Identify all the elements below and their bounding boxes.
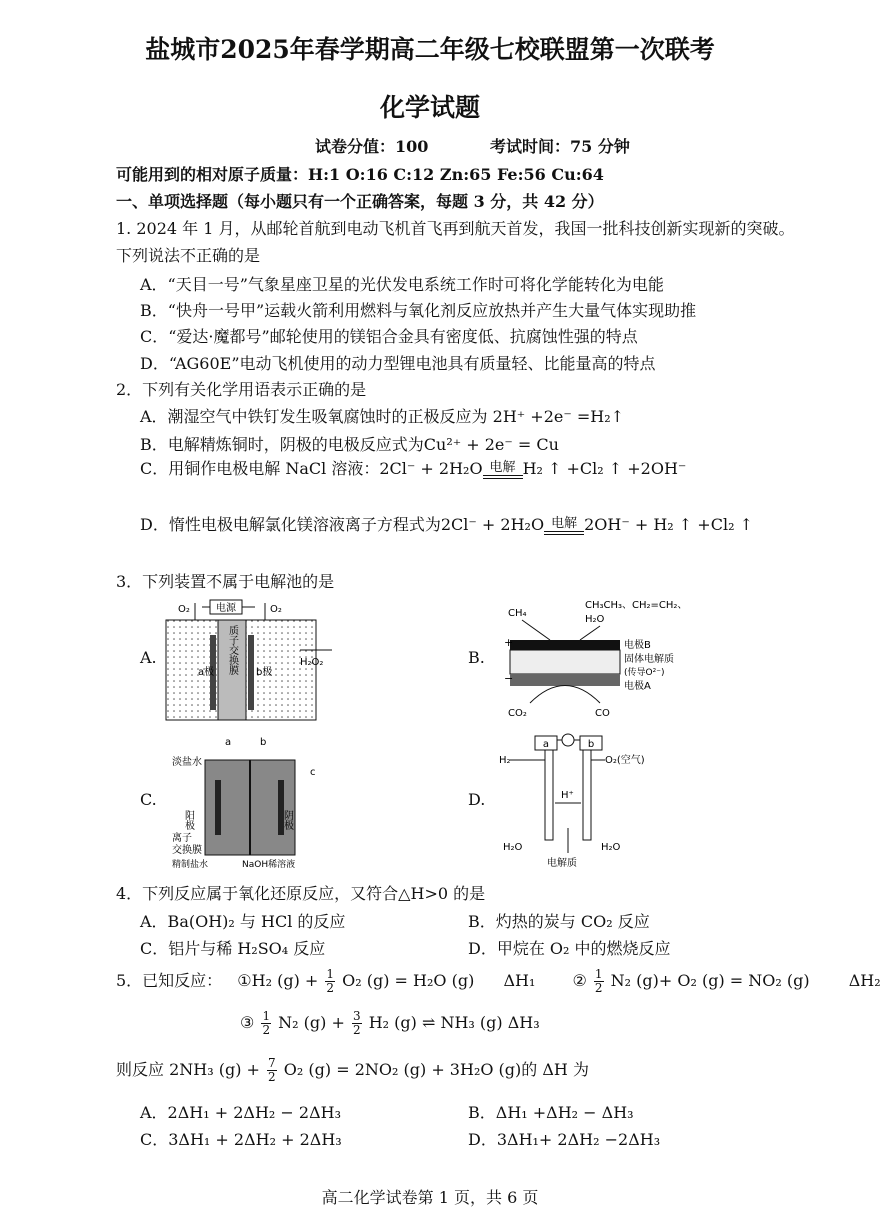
exam-subtitle: 化学试题 [379, 93, 480, 122]
q1-option-c: C．“爱达·魔都号”邮轮使用的镁铝合金具有密度低、抗腐蚀性强的特点 [140, 327, 638, 346]
q3-label-d: D. [468, 790, 486, 809]
svg-text:c: c [310, 767, 316, 778]
svg-text:电极B: 电极B [624, 640, 651, 651]
exam-title: 盐城市2025年春学期高二年级七校联盟第一次联考 [145, 35, 715, 64]
q5-r2-dh: ΔH₂ [848, 971, 881, 990]
q3-label-b: B. [468, 648, 485, 667]
q5-r2-b: N₂ (g)+ O₂ (g) = NO₂ (g) [610, 971, 810, 990]
electrolysis-arrow: 电解 [483, 461, 523, 479]
q2-option-d-right: 2OH⁻ + H₂ ↑ +Cl₂ ↑ [584, 515, 753, 534]
svg-text:离子: 离子 [172, 833, 192, 844]
q4-option-a: A．Ba(OH)₂ 与 HCl 的反应 [140, 912, 346, 931]
q5-r3-b: N₂ (g) + [278, 1013, 345, 1032]
q4-option-b: B．灼热的炭与 CO₂ 反应 [468, 912, 650, 931]
page-footer: 高二化学试卷第 1 页，共 6 页 [321, 1188, 539, 1207]
svg-text:H₂: H₂ [499, 755, 511, 766]
q2-option-d [140, 512, 753, 535]
q5-ask-b: O₂ (g) = 2NO₂ (g) + 3H₂O (g)的 ΔH 为 [283, 1060, 589, 1079]
fraction: $\frac{1}{2}$ [594, 967, 603, 995]
q5-r3-c: H₂ (g) ⇌ NH₃ (g) ΔH₃ [368, 1013, 540, 1032]
q5-r2-a: ② [572, 971, 587, 990]
q1-option-a: A．“天目一号”气象星座卫星的光伏发电系统工作时可将化学能转化为电能 [140, 275, 664, 294]
electrolysis-arrow: 电解 [544, 517, 584, 535]
q2-option-b [140, 432, 559, 455]
svg-text:H₂O: H₂O [585, 614, 605, 625]
svg-text:固体电解质: 固体电解质 [624, 654, 674, 665]
svg-text:H₂O: H₂O [503, 842, 523, 853]
svg-text:H₂O: H₂O [601, 842, 621, 853]
svg-text:电极A: 电极A [624, 681, 651, 692]
q5-r1-b: O₂ (g) = H₂O (g) [342, 971, 475, 990]
svg-text:O₂: O₂ [270, 604, 282, 615]
q5-ask-a: 则反应 2NH₃ (g) + [116, 1060, 260, 1079]
q2-option-c [140, 456, 686, 479]
svg-text:电解质: 电解质 [547, 858, 577, 869]
svg-text:质子交换膜: 质子交换膜 [226, 625, 238, 675]
fraction: $\frac{7}{2}$ [268, 1056, 276, 1084]
svg-text:a极: a极 [198, 667, 215, 678]
q5-option-b: B．ΔH₁ +ΔH₂ − ΔH₃ [468, 1103, 634, 1122]
q2-option-d-left: 2Cl⁻ + 2H₂O [440, 515, 545, 534]
svg-text:(传导O²⁻): (传导O²⁻) [624, 668, 665, 678]
svg-text:CO: CO [595, 708, 610, 719]
q5-r1-a: ①H₂ (g) + [237, 971, 319, 990]
q3-label-c: C. [140, 790, 157, 809]
svg-text:−: − [504, 672, 514, 685]
section-heading: 一、单项选择题（每小题只有一个正确答案，每题 3 分，共 42 分） [116, 192, 604, 211]
svg-text:CH₃CH₃、CH₂=CH₂、: CH₃CH₃、CH₂=CH₂、 [585, 600, 688, 611]
svg-text:H⁺: H⁺ [561, 790, 574, 801]
q1-option-d: D．“AG60E”电动飞机使用的动力型锂电池具有质量轻、比能量高的特点 [140, 354, 656, 373]
svg-text:淡盐水: 淡盐水 [172, 757, 202, 768]
q5-target-reaction [116, 1057, 589, 1084]
svg-text:阳极: 阳极 [182, 810, 194, 830]
svg-text:O₂(空气): O₂(空气) [605, 755, 645, 766]
figure-a-electrolysis-cell [160, 595, 340, 725]
q4-stem: 4．下列反应属于氧化还原反应，又符合△H>0 的是 [116, 884, 486, 903]
q2-option-d-text: D．惰性电极电解氯化镁溶液离子方程式为 [140, 515, 441, 534]
atomic-masses: 可能用到的相对原子质量：H:1 O:16 C:12 Zn:65 Fe:56 Cu:64 [116, 165, 604, 184]
svg-text:+: + [504, 636, 514, 649]
svg-text:b: b [260, 737, 267, 748]
score-info: 试卷分值：100 [315, 137, 429, 156]
q5-r1-dh: ΔH₁ [503, 971, 536, 990]
svg-text:电源: 电源 [216, 603, 236, 614]
q2-option-b-equation: Cu²⁺ + 2e⁻ = Cu [423, 435, 559, 454]
figure-c-chloralkali-cell [170, 735, 320, 870]
svg-text:b极: b极 [256, 667, 273, 678]
q5-option-a: A．2ΔH₁ + 2ΔH₂ − 2ΔH₃ [140, 1103, 342, 1122]
svg-text:CH₄: CH₄ [508, 608, 527, 619]
q2-stem: 2．下列有关化学用语表示正确的是 [116, 380, 367, 399]
q2-option-a: A．潮湿空气中铁钉发生吸氧腐蚀时的正极反应为 2H⁺ +2e⁻ =H₂↑ [140, 407, 625, 426]
q5-reaction-1-2 [116, 968, 881, 995]
q1-stem-line1: 1. 2024 年 1 月，从邮轮首航到电动飞机首飞再到航天首发，我国一批科技创新实现新的突破。 [116, 219, 795, 238]
svg-text:b: b [587, 739, 595, 750]
q5-option-c: C．3ΔH₁ + 2ΔH₂ + 2ΔH₃ [140, 1130, 342, 1149]
fraction: $\frac{1}{2}$ [262, 1009, 271, 1037]
time-info: 考试时间：75 分钟 [490, 137, 630, 156]
figure-d-fuel-cell [495, 728, 695, 868]
q4-option-d: D．甲烷在 O₂ 中的燃烧反应 [468, 939, 671, 958]
q3-stem: 3．下列装置不属于电解池的是 [116, 572, 335, 591]
q5-r3-a: ③ [240, 1013, 255, 1032]
q5-stem: 5．已知反应： [116, 971, 223, 990]
q3-label-a: A. [140, 648, 157, 667]
q1-option-b: B．“快舟一号甲”运载火箭利用燃料与氧化剂反应放热并产生大量气体实现助推 [140, 301, 697, 320]
svg-text:CO₂: CO₂ [508, 708, 527, 719]
svg-text:H₂O₂: H₂O₂ [300, 657, 324, 668]
svg-text:精制盐水: 精制盐水 [172, 860, 209, 870]
figure-b-solid-electrolyte-cell [500, 598, 700, 723]
q2-option-c-left: 2Cl⁻ + 2H₂O [379, 459, 483, 478]
fraction: $\frac{3}{2}$ [352, 1009, 361, 1037]
q1-stem-line2: 下列说法不正确的是 [116, 246, 261, 265]
q5-reaction-3 [240, 1010, 540, 1037]
fraction: $\frac{1}{2}$ [326, 967, 335, 995]
svg-text:O₂: O₂ [178, 604, 190, 615]
svg-text:a: a [225, 737, 232, 748]
q4-option-c: C．铝片与稀 H₂SO₄ 反应 [140, 939, 326, 958]
q5-option-d: D．3ΔH₁+ 2ΔH₂ −2ΔH₃ [468, 1130, 661, 1149]
svg-text:NaOH稀溶液: NaOH稀溶液 [242, 860, 296, 870]
svg-text:阴极: 阴极 [281, 810, 293, 830]
q2-option-c-text: C．用铜作电极电解 NaCl 溶液： [140, 459, 380, 478]
svg-text:交换膜: 交换膜 [172, 845, 202, 856]
q2-option-b-text: B．电解精炼铜时，阴极的电极反应式为 [140, 435, 424, 454]
svg-text:a: a [542, 739, 550, 750]
q2-option-c-right: H₂ ↑ +Cl₂ ↑ +2OH⁻ [522, 459, 687, 478]
